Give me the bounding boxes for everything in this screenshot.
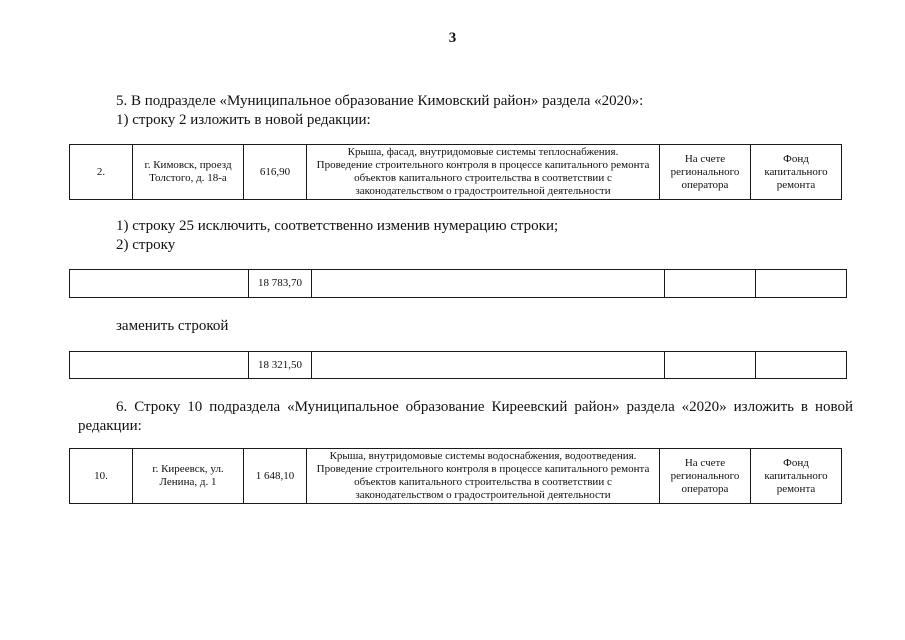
table-row: [70, 270, 847, 298]
table-row: [70, 449, 842, 504]
empty-cell: [756, 352, 847, 379]
row-number-cell: 2.: [70, 145, 133, 200]
account-cell: На счете регионального оператора: [660, 145, 751, 200]
fund-cell: Фонд капитального ремонта: [751, 145, 842, 200]
account-cell: На счете регионального оператора: [660, 449, 751, 504]
section5-item3: 2) строку: [116, 237, 176, 253]
table-row: [70, 145, 842, 200]
empty-cell: [665, 352, 756, 379]
work-description-cell: [307, 449, 660, 504]
work-description-rest: Проведение строительного контроля в процессе капитального ремонта объектов капитального строительства в соответствии с законодательством о градостроительной деятельности: [316, 159, 650, 197]
address-cell: г. Кимовск, проезд Толстого, д. 18-а: [133, 145, 244, 200]
empty-cell: [312, 270, 665, 298]
work-description-line1: Крыша, фасад, внутридомовые системы теплоснабжения.: [347, 146, 619, 158]
section5-item1: 1) строку 2 изложить в новой редакции:: [116, 112, 371, 128]
total-new-amount-cell: 18 321,50: [249, 352, 312, 379]
empty-cell: [70, 352, 249, 379]
row-number-cell: 10.: [70, 449, 133, 504]
empty-cell: [665, 270, 756, 298]
table-total-new: [69, 351, 847, 379]
section5-heading: 5. В подразделе «Муниципальное образование Кимовский район» раздела «2020»:: [116, 93, 644, 109]
table-row-2-kimovsk: [69, 144, 842, 200]
page-number: 3: [448, 30, 457, 46]
work-description-line1: Крыша, внутридомовые системы водоснабжения, водоотведения.: [329, 450, 637, 462]
table-row: [70, 352, 847, 379]
section6-heading: 6. Строку 10 подраздела «Муниципальное образование Киреевский район» раздела «2020» изложить в новой редакции:: [78, 399, 853, 434]
table-total-old: [69, 269, 847, 298]
fund-cell: Фонд капитального ремонта: [751, 449, 842, 504]
amount-cell: 616,90: [244, 145, 307, 200]
empty-cell: [756, 270, 847, 298]
empty-cell: [70, 270, 249, 298]
section5-item2: 1) строку 25 исключить, соответственно изменив нумерацию строки;: [116, 218, 559, 234]
total-old-amount-cell: 18 783,70: [249, 270, 312, 298]
empty-cell: [312, 352, 665, 379]
amount-cell: 1 648,10: [244, 449, 307, 504]
work-description-cell: [307, 145, 660, 200]
replace-text: заменить строкой: [116, 318, 229, 334]
work-description-rest: Проведение строительного контроля в процессе капитального ремонта объектов капитального строительства в соответствии с законодательством о градостроительной деятельности: [316, 463, 650, 501]
address-cell: г. Киреевск, ул. Ленина, д. 1: [133, 449, 244, 504]
table-row-10-kireevsk: [69, 448, 842, 504]
